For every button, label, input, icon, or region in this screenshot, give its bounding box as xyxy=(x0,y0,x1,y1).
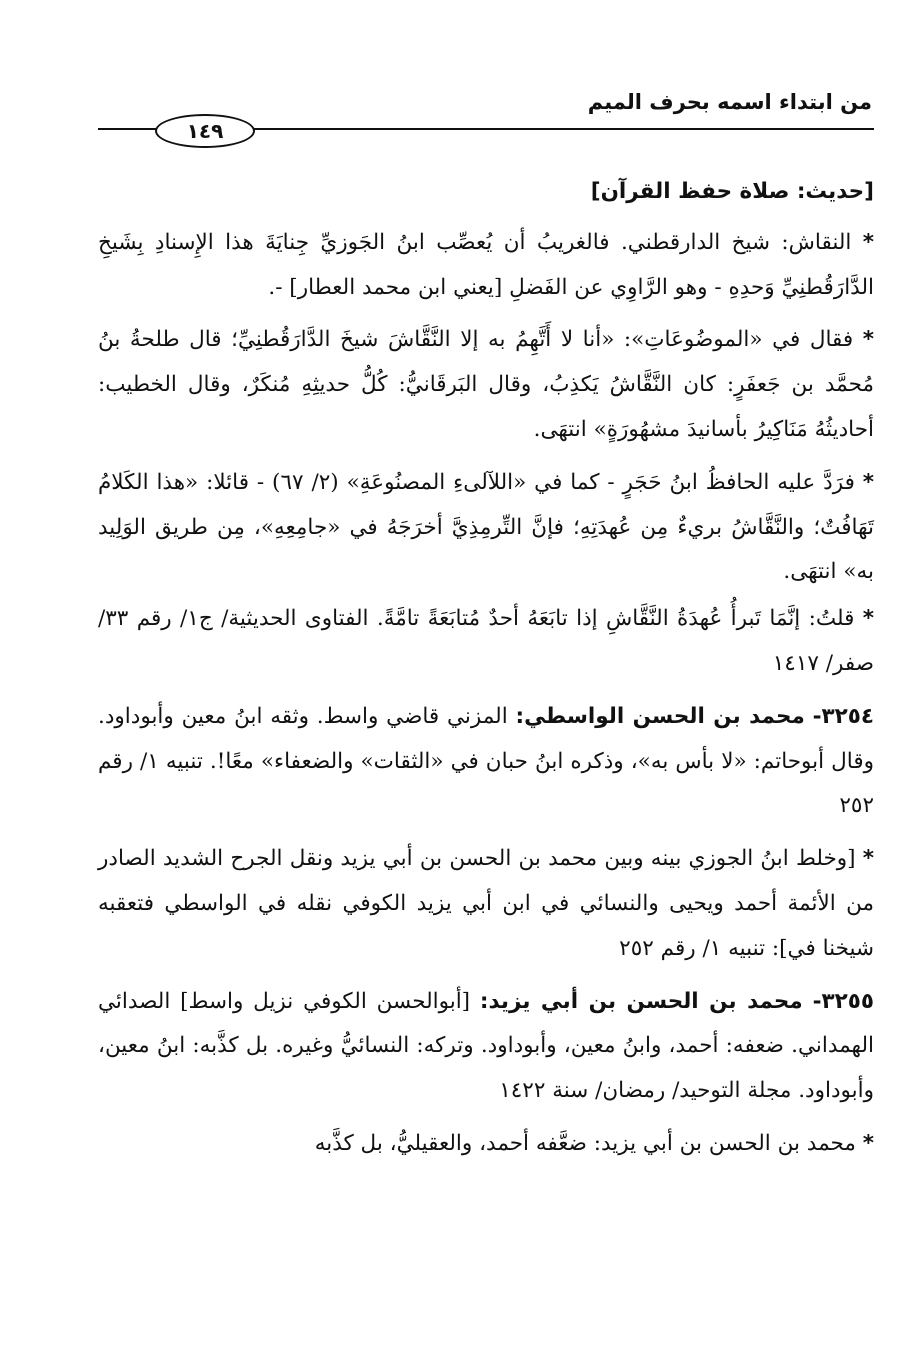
entry-text: المزني قاضي واسط. وثقه ابنُ معين وأبوداود. وقال أبوحاتم: «لا بأس به»، وذكره ابنُ حبان في «الثقات» والضعفاء» معًا!. تنبيه ١/ رقم ٢٥٢ xyxy=(98,703,874,819)
entry-3255 xyxy=(98,980,874,1114)
paragraph-text: النقاش: شيخ الدارقطني. فالغريبُ أن يُعصِّب ابنُ الجَوزيِّ جِنايَةَ هذا الإِسنادِ بِشَيخِ الدَّارَقُطنِيِّ وَحدِهِ - وهو الرَّاوِي عن الفَضلِ [يعني ابن محمد العطار] -. xyxy=(98,229,874,300)
star-bullet: * xyxy=(862,606,874,632)
paragraph-text: قلتُ: إنَّمَا تَبرأُ عُهدَةُ النَّقَّاشِ إذا تابَعَهُ أحدٌ مُتابَعَةً تامَّةً. الفتاوى الحديثية/ ج١/ رقم ٣٣/ صفر/ ١٤١٧ xyxy=(98,606,874,676)
hadith-title: [حديث: صلاة حفظ القرآن] xyxy=(590,179,874,204)
page-body xyxy=(98,170,874,1175)
page-number: ١٤٩ xyxy=(155,114,255,148)
paragraph xyxy=(98,597,874,687)
running-header: من ابتداء اسمه بحرف الميم xyxy=(587,90,872,114)
star-bullet: * xyxy=(862,1130,874,1156)
paragraph xyxy=(98,837,874,971)
paragraph-text: فرَدَّ عليه الحافظُ ابنُ حَجَرٍ - كما في «اللآلىءِ المصنُوعَةِ» (٢/ ٦٧) - قائلا: «هذا الكَلامُ تَهَافُتٌ؛ والنَّقَّاشُ بريءٌ مِن عُهدَتِهِ؛ فإنَّ التِّرمِذِيَّ أخرَجَهُ في «جامِعِهِ»، مِن طريق الوَلِيد به» انتهَى. xyxy=(98,469,874,585)
entry-name: محمد بن الحسن بن أبي يزيد: xyxy=(479,988,803,1014)
paragraph-text: فقال في «الموضُوعَاتِ»: «أنا لا أَتَّهِمُ به إلا النَّقَّاشَ شيخَ الدَّارَقُطنِيِّ؛ قال طلحةُ بنُ مُحمَّد بن جَعفَرٍ: كان النَّقَّاشُ يَكذِبُ، وقال البَرقَانيُّ: كُلُّ حديثِهِ مُنكَرٌ، وقال الخطيب: أحاديثُهُ مَنَاكِيرُ بأسانيدَ مشهُورَةٍ» انتهَى. xyxy=(98,327,874,442)
star-bullet: * xyxy=(862,846,874,872)
paragraph xyxy=(98,221,874,311)
paragraph-text: [وخلط ابنُ الجوزي بينه وبين محمد بن الحسن بن أبي يزيد ونقل الجرح الشديد الصادر من الأئمة أحمد ويحيى والنسائي في ابن أبي يزيد الكوفي نقله في الواسطي فتعقبه شيخنا في]: تنبيه ١/ رقم ٢٥٢ xyxy=(98,846,874,961)
paragraph-text: محمد بن الحسن بن أبي يزيد: ضعَّفه أحمد، والعقيليُّ، بل كذَّبه xyxy=(314,1130,856,1156)
entry-text: [أبوالحسن الكوفي نزيل واسط] الصدائي الهمداني. ضعفه: أحمد، وابنُ معين، وأبوداود. وتركه: النسائيُّ وغيره. بل كذَّبه: ابنُ معين، وأبوداود. مجلة التوحيد/ رمضان/ سنة ١٤٢٢ xyxy=(98,988,874,1104)
paragraph xyxy=(98,1122,874,1167)
entry-name: محمد بن الحسن الواسطي: xyxy=(515,703,805,729)
star-bullet: * xyxy=(862,469,874,495)
entry-number: ٣٢٥٥- xyxy=(812,988,874,1014)
entry-number: ٣٢٥٤- xyxy=(812,703,874,729)
paragraph xyxy=(98,318,874,452)
paragraph xyxy=(98,461,874,595)
star-bullet: * xyxy=(862,327,874,353)
star-bullet: * xyxy=(862,229,874,255)
entry-3254 xyxy=(98,695,874,829)
